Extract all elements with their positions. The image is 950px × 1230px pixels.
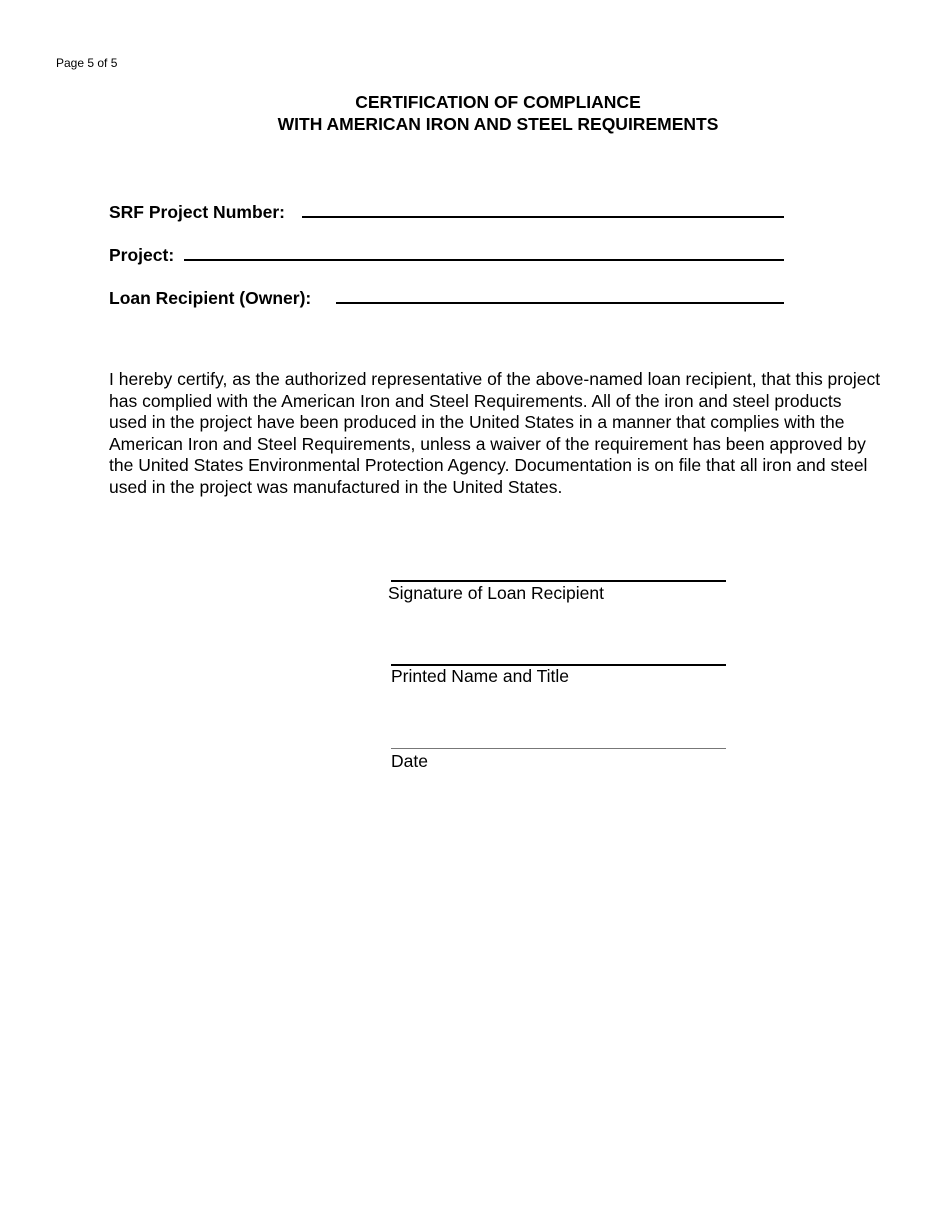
loan-recipient-row: [109, 282, 311, 308]
loan-recipient-input[interactable]: [336, 282, 786, 304]
printed-name-title-caption: Printed Name and Title: [391, 666, 570, 686]
project-input[interactable]: [184, 239, 786, 261]
document-title-line-1: CERTIFICATION OF COMPLIANCE: [355, 92, 641, 112]
document-title-line-2: WITH AMERICAN IRON AND STEEL REQUIREMENTS: [277, 114, 719, 134]
loan-recipient-label: Loan Recipient (Owner):: [109, 288, 312, 308]
srf-project-number-row: [109, 196, 285, 222]
page-number: Page 5 of 5: [56, 56, 118, 70]
signature-caption: Signature of Loan Recipient: [388, 583, 604, 603]
project-label: Project:: [109, 245, 175, 265]
date-caption: Date: [391, 751, 428, 771]
project-row: [109, 239, 174, 265]
srf-project-number-input[interactable]: [302, 196, 786, 218]
srf-project-number-label: SRF Project Number:: [109, 202, 285, 222]
certification-statement: I hereby certify, as the authorized representative of the above-named loan recipient, that this project has complied with the American Iron and Steel Requirements. All of the iron and steel products used in the project have been produced in the United States in a manner that complies with the American Iron and Steel Requirements, unless a waiver of the requirement has been approved by the United States Environmental Protection Agency. Documentation is on file that all iron and steel used in the project was manufactured in the United States.: [109, 369, 881, 497]
date-line[interactable]: [391, 748, 726, 749]
